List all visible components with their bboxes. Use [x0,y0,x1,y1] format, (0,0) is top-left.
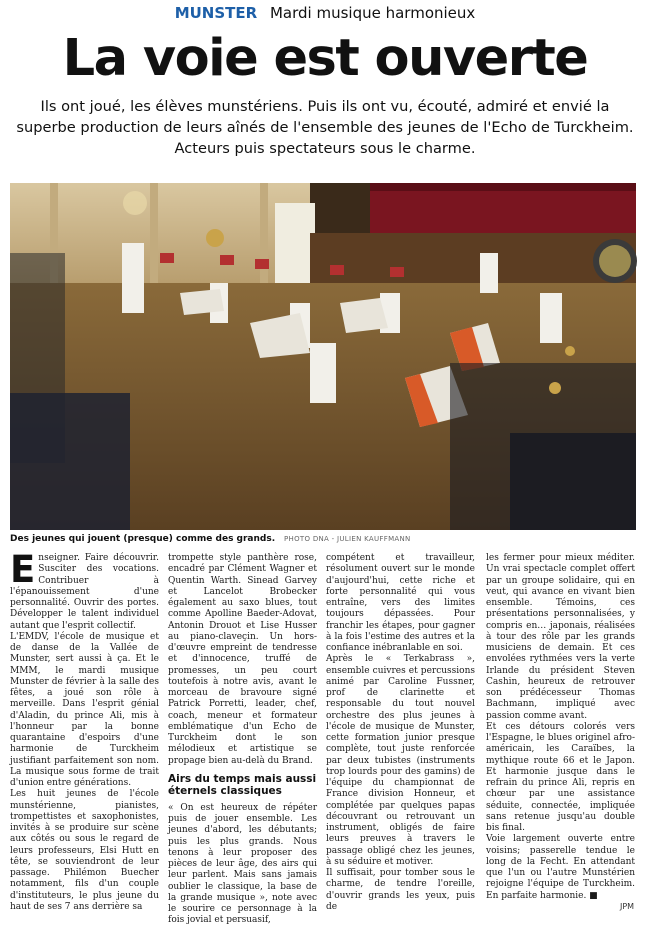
article-column-1 [10,548,159,913]
article-column-2 [168,553,317,926]
paragraph: Voie largement ouverte entre voisins; passerelle tendue le long de la Fecht. En attendant que l'un ou l'autre Munstérien rejoigne l'équipe de Turckheim. En parfaite harmonie. ■ [486,834,635,901]
paragraph: « On est heureux de répéter puis de jouer ensemble. Les jeunes d'abord, les débutants; puis les plus grands. Nous tenons à leur proposer des pièces de leur âge, des airs qui leur parlent. Mais sans jamais oublier le classique, la base de la grande musique », note avec le sourire ce personnage à la fois jovial et persuasif, [168,802,317,926]
photo-caption [10,533,636,545]
paragraph: Et ces détours colorés vers l'Espagne, le blues originel afro-américain, les Caraïbes, la mythique route 66 et le Japon. Et harmonie jusque dans le refrain du prince Ali, repris en chœur par une assistance séduite, connectée, impliquée sans retenue jusqu'au double bis final. [486,721,635,833]
paragraph: Il suffisait, pour tomber sous le charme, de tendre l'oreille, d'ouvrir grands les yeux, puis de [326,868,475,912]
article-kicker [0,4,650,22]
drop-cap: E [10,548,36,591]
article-lead: Ils ont joué, les élèves munstériens. Puis ils ont vu, écouté, admiré et envié la superbe production de leurs aînés de l'ensemble des jeunes de l'Echo de Turckheim. Acteurs puis spectateurs sous le charme. [16,98,634,157]
rubric-label: Mardi musique harmonieux [269,4,476,22]
section-label: MUNSTER [174,4,258,22]
caption-text: Des jeunes qui jouent (presque) comme des grands. [10,534,276,544]
article-column-3 [326,553,475,913]
paragraph: L'EMDV, l'école de musique et de danse de la Vallée de Munster, sert aussi à ça. Et le MMM, le mardi musique Munster de février à la salle des fêtes, a joué son rôle à merveille. Dans l'esprit génial d'Aladin, du prince Ali, mis à l'honneur par la bonne quarantaine d'espoirs d'une harmonie de Turckheim justifiant parfaitement son nom. La musique sous forme de trait d'union entre générations. [10,631,159,788]
article-column-4 [486,553,635,913]
author-signature: JPM [620,902,635,911]
paragraph: compétent et travailleur, résolument ouvert sur le monde d'aujourd'hui, cette riche et forte personnalité qui vous entraîne, vers des limites toujours dépassées. Pour franchir les étapes, pour gagner à la fois l'estime des autres et la confiance inébranlable en soi. [326,553,475,653]
article-subhead: Airs du temps mais aussi éternels classiques [168,772,317,798]
paragraph: Après le « Terkabrass », ensemble cuivres et percussions animé par Caroline Fussner, prof de clarinette et responsable du tout nouvel orchestre des plus jeunes à l'école de musique de Munster, cette formation junior presque complète, tout juste renforcée par deux tubistes (instruments trop lourds pour des gamins) de l'équipe du championnat de France division Honneur, et complétée par quelques papas découvrant ou retrouvant un instrument, obligés de faire leurs preuves à travers le passage obligé chez les jeunes, à su séduire et motiver. [326,654,475,867]
paragraph: nseigner. Faire découvrir. Susciter des vocations. Contribuer à l'épanouissement d'une personnalité. Ouvrir des portes. Développer le talent individuel autant que l'esprit collectif. [10,553,159,631]
photo-credit: PHOTO DNA - JULIEN KAUFFMANN [284,535,411,543]
paragraph: Les huit jeunes de l'école munstérienne, pianistes, trompettistes et saxophonistes, invités à se produire sur scène aux côtés ou sous le regard de leurs professeurs, Elsi Hutt en tête, se souviendront de leur passage. Philémon Buecher notamment, fils d'un couple d'instituteurs, le plus jeune du haut de ses 7 ans derrière sa [10,789,159,912]
article-headline: La voie est ouverte [62,29,588,88]
concert-photo [10,183,636,530]
paragraph: les fermer pour mieux méditer. Un vrai spectacle complet offert par un groupe solidaire, qui en veut, qui avance en vivant bien ensemble. Témoins, ces présentations personnalisées, y compris en… japonais, réalisées à tour des rôle par les grands musiciens de demain. Et ces envolées rythmées vers la verte Irlande du président Steven Cashin, heureux de retrouver son prédécesseur Thomas Bachmann, impliqué avec passion comme avant. [486,553,635,721]
paragraph: trompette style panthère rose, encadré par Clément Wagner et Quentin Warth. Sinead Garvey et Lancelot Brobecker également au saxo blues, tout comme Apolline Baeder-Adovat, Antonin Drouot et Lise Husser au piano-claveçin. Un hors-d'œuvre empreint de tendresse et d'innocence, truffé de promesses, un peu court toutefois à notre avis, avant le morceau de bravoure signé Patrick Porretti, leader, chef, coach, meneur et formateur emblématique d'un Echo de Turckheim dont le son mélodieux et artistique se propage bien au-delà du Brand. [168,553,317,766]
